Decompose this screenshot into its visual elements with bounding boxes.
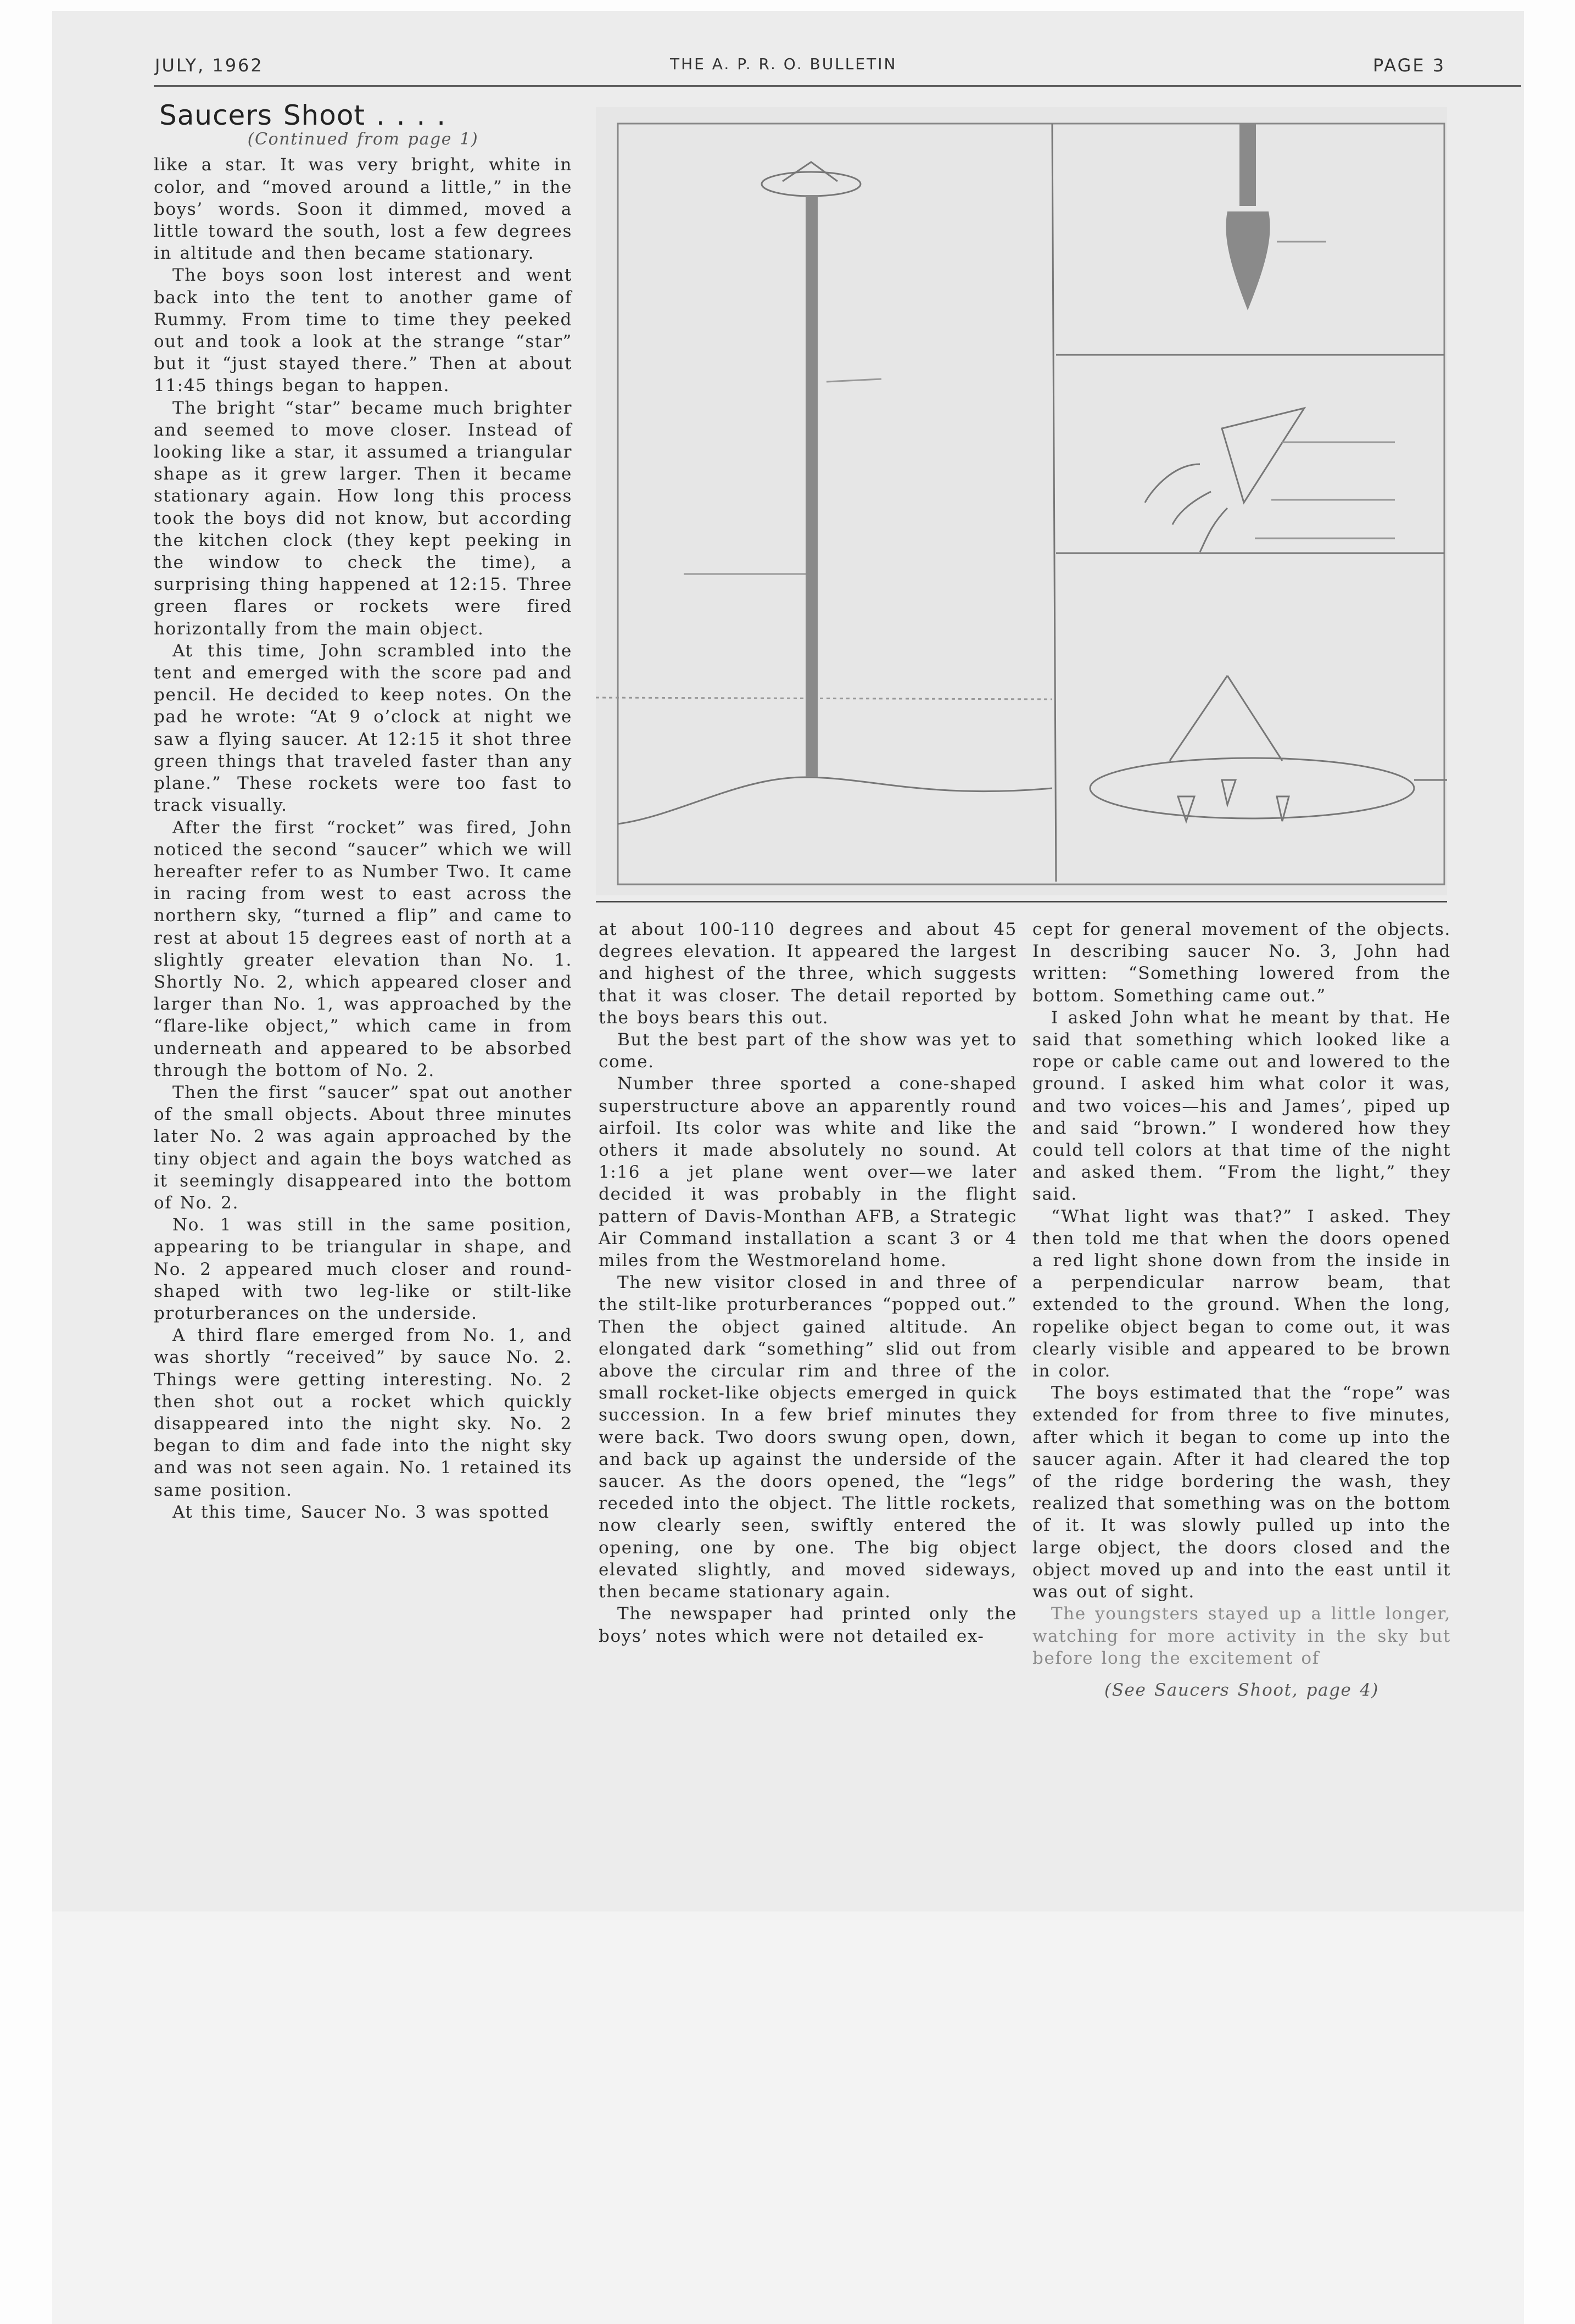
saucer-legs-sketch xyxy=(1178,780,1289,821)
large-saucer-sketch xyxy=(1090,758,1414,818)
ground-ridge-sketch xyxy=(618,777,1052,824)
saucer-small-sketch xyxy=(762,172,861,196)
sketch-horizon xyxy=(596,698,1052,699)
paragraph: The new visitor closed in and three of the stilt-like proturberances “popped out.” Then the object gained altitude. An elongated dark “something” slid out from above the circular rim and three of the small rocket-like objects emerged in quick succession. In a few brief minutes they were back. Two doors swung open, down, and back up against the underside of the saucer. As the doors opened, the “legs” receded into the object. The little rockets, now clearly seen, swiftly entered the opening, one by one. The big object elevated slightly, and moved sideways, then became stationary again. xyxy=(599,1273,1017,1602)
paragraph: But the best part of the show was yet to come. xyxy=(599,1030,1017,1072)
paragraph: Then the first “saucer” spat out another of the small objects. About three minutes later No. 2 was again approached by the tiny object and again the boys watched as it seemingly disappeared into the bottom of No. 2. xyxy=(154,1082,572,1213)
paragraph: The boys soon lost interest and went back into the tent to another game of Rummy. From time to time they peeked out and took a look at the strange “star” but it “just stayed there.” Then at about 11:45 things began to happen. xyxy=(154,265,572,396)
header-rule xyxy=(154,85,1521,87)
paragraph: I asked John what he meant by that. He said that something which looked like a rope or cable came out and lowered to the ground. I asked him what color it was, and two voices—his and James’, piped up and said “brown.” I wondered how they could tell colors at that time of the night and asked them. “From the light,” they said. xyxy=(1032,1007,1451,1205)
middle-column xyxy=(599,918,1017,1647)
paragraph: like a star. It was very bright, white in color, and “moved around a little,” in the boys’ words. Soon it dimmed, moved a little toward the south, lost a few degrees in altitude and then became stationary. xyxy=(154,155,572,264)
page-number: PAGE 3 xyxy=(1373,55,1446,76)
paragraph: The newspaper had printed only the boys’ notes which were not detailed ex- xyxy=(599,1604,1017,1646)
paragraph: The bright “star” became much brighter and seemed to move closer. Instead of looking like a star, it assumed a triangular shape as it grew larger. Then it became stationary again. How long this process took the boys did not know, but according the kitchen clock (they kept peeking in the window to check the time), a surprising thing happened at 12:15. Three green flares or rockets were fired horizontally from the main object. xyxy=(154,398,572,639)
continued-from: (Continued from page 1) xyxy=(247,130,479,149)
rope-object-sketch xyxy=(1239,124,1256,206)
paragraph: The youngsters stayed up a little longer, watching for more activity in the sky but before long the excitement of xyxy=(1032,1604,1451,1668)
sketch-bottom-rule xyxy=(596,901,1447,902)
rocket-object-sketch xyxy=(1222,408,1304,503)
paragraph: cept for general movement of the objects. In describing saucer No. 3, John had written: “Something lowered from the bottom. Something came out.” xyxy=(1032,919,1451,1006)
issue-date: JULY, 1962 xyxy=(155,55,264,76)
left-column xyxy=(154,99,572,1523)
paragraph: “What light was that?” I asked. They then told me that when the doors opened a red light shone down from the inside in a perpendicular narrow beam, that extended to the ground. When the long, ropelike object began to come out, it was clearly visible and appeared to be brown in color. xyxy=(1032,1206,1451,1381)
sketch-drawing xyxy=(596,107,1447,895)
article-title: Saucers Shoot . . . . xyxy=(159,99,446,131)
cone-superstructure-sketch xyxy=(1170,676,1282,761)
paragraph: At this time, Saucer No. 3 was spotted xyxy=(172,1502,550,1522)
rope-end-object-sketch xyxy=(1226,211,1270,310)
paragraph: Number three sported a cone-shaped superstructure above an apparently round airfoil. Its color was white and like the others it made absolutely no sound. At 1:16 a jet plane went over—we later decided it was probably in the flight pattern of Davis-Monthan AFB, a Strategic Air Command installation a scant 3 or 4 miles from the Westmoreland home. xyxy=(599,1074,1017,1271)
rocket-trails-sketch xyxy=(1145,464,1227,552)
right-column xyxy=(1032,918,1451,1701)
scan-margin xyxy=(52,1911,1524,2324)
publication-name: THE A. P. R. O. BULLETIN xyxy=(670,55,897,73)
paragraph: at about 100-110 degrees and about 45 degrees elevation. It appeared the largest and highest of the three, which suggests that it was closer. The detail reported by the boys bears this out. xyxy=(599,919,1017,1028)
paragraph: After the first “rocket” was fired, John noticed the second “saucer” which we will hereafter refer to as Number Two. It came in racing from west to east across the northern sky, “turned a flip” and came to rest at about 15 degrees east of north at a slightly greater elevation than No. 1. Shortly No. 2, which appeared closer and larger than No. 1, was approached by the “flare-like object,” which came in from underneath and appeared to be absorbed through the bottom of No. 2. xyxy=(154,817,572,1080)
sketch-divider-vertical xyxy=(1052,124,1056,882)
paragraph: A third flare emerged from No. 1, and was shortly “received” by sauce No. 2. Things were getting interesting. No. 2 then shot out a rocket which quickly disappeared into the night sky. No. 2 began to dim and fade into the night sky and was not seen again. No. 1 retained its same position. xyxy=(154,1325,572,1500)
paragraph: No. 1 was still in the same position, appearing to be triangular in shape, and No. 2 appeared much closer and round-shaped with two leg-like or stilt-like proturberances on the underside. xyxy=(154,1215,572,1323)
paragraph: The boys estimated that the “rope” was extended for from three to five minutes, after which it began to come up into the saucer again. After it had cleared the top of the ridge bordering the wash, they realized that something was on the bottom of it. It was slowly pulled up into the large object, the doors closed and the object moved up and into the east until it was out of sight. xyxy=(1032,1383,1451,1602)
label-pointer xyxy=(826,379,881,382)
continued-on: (See Saucers Shoot, page 4) xyxy=(1104,1680,1379,1700)
sketch-frame xyxy=(618,124,1444,884)
paragraph: At this time, John scrambled into the tent and emerged with the score pad and pencil. He decided to keep notes. On the pad he wrote: “At 9 o’clock at night we saw a flying saucer. At 12:15 it shot three green things that traveled faster than any plane.” These rockets were too fast to track visually. xyxy=(154,640,572,816)
rope-beam-sketch xyxy=(806,195,818,777)
witness-sketch-illustration xyxy=(596,107,1447,895)
